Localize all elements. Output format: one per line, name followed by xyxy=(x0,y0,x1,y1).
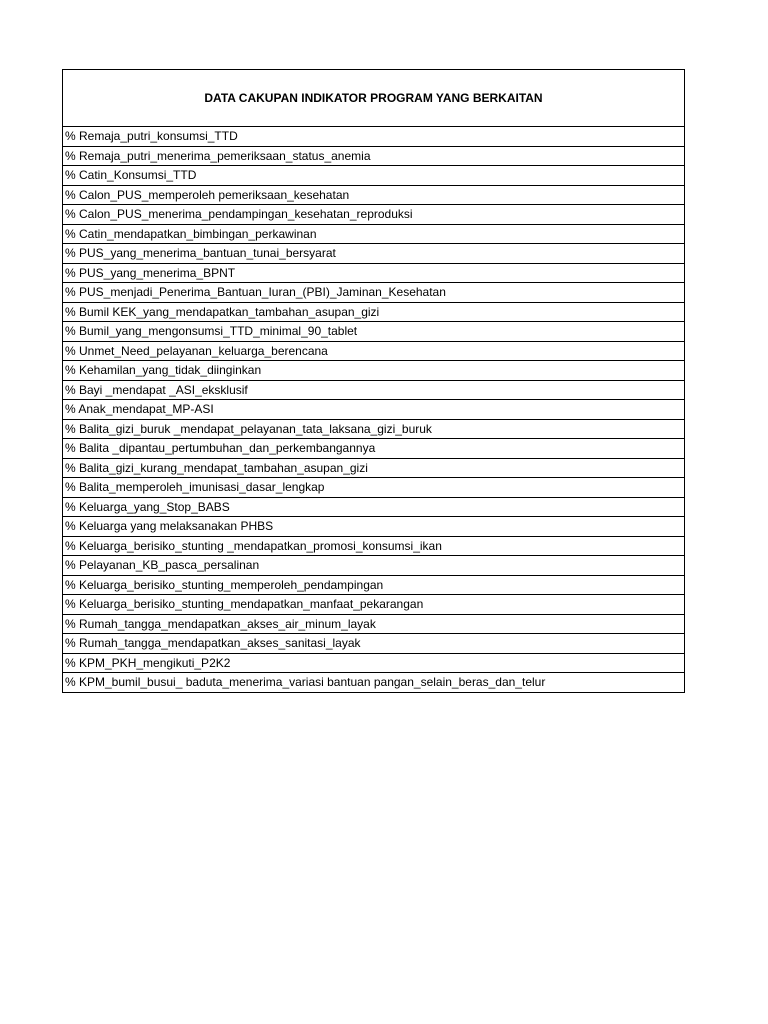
indicator-cell: % PUS_yang_menerima_BPNT xyxy=(63,263,685,283)
indicator-cell: % Bumil KEK_yang_mendapatkan_tambahan_asupan_gizi xyxy=(63,302,685,322)
table-row xyxy=(63,224,685,244)
indicator-cell: % Balita_gizi_kurang_mendapat_tambahan_asupan_gizi xyxy=(63,458,685,478)
table-row xyxy=(63,341,685,361)
table-row xyxy=(63,400,685,420)
indicator-cell: % Bumil_yang_mengonsumsi_TTD_minimal_90_tablet xyxy=(63,322,685,342)
indicator-cell: % Calon_PUS_memperoleh pemeriksaan_kesehatan xyxy=(63,185,685,205)
indicator-cell: % Keluarga_berisiko_stunting_mendapatkan_manfaat_pekarangan xyxy=(63,595,685,615)
table-row xyxy=(63,263,685,283)
indicator-cell: % Keluarga_yang_Stop_BABS xyxy=(63,497,685,517)
table-row xyxy=(63,478,685,498)
table-row xyxy=(63,556,685,576)
indicator-cell: % KPM_PKH_mengikuti_P2K2 xyxy=(63,653,685,673)
indicator-table xyxy=(62,69,685,693)
table-row xyxy=(63,361,685,381)
table-row xyxy=(63,419,685,439)
table-row xyxy=(63,146,685,166)
indicator-cell: % Keluarga_berisiko_stunting _mendapatkan_promosi_konsumsi_ikan xyxy=(63,536,685,556)
table-row xyxy=(63,185,685,205)
indicator-cell: % Rumah_tangga_mendapatkan_akses_sanitasi_layak xyxy=(63,634,685,654)
table-title-row xyxy=(63,70,685,127)
indicator-cell: % Keluarga_berisiko_stunting_memperoleh_pendampingan xyxy=(63,575,685,595)
indicator-cell: % Remaja_putri_menerima_pemeriksaan_status_anemia xyxy=(63,146,685,166)
table-row xyxy=(63,673,685,693)
indicator-cell: % PUS_yang_menerima_bantuan_tunai_bersyarat xyxy=(63,244,685,264)
table-row xyxy=(63,458,685,478)
indicator-cell: % KPM_bumil_busui_ baduta_menerima_variasi bantuan pangan_selain_beras_dan_telur xyxy=(63,673,685,693)
table-row xyxy=(63,127,685,147)
table-row xyxy=(63,205,685,225)
indicator-table-body xyxy=(63,70,685,693)
indicator-cell: % Calon_PUS_menerima_pendampingan_kesehatan_reproduksi xyxy=(63,205,685,225)
table-row xyxy=(63,614,685,634)
indicator-cell: % Rumah_tangga_mendapatkan_akses_air_minum_layak xyxy=(63,614,685,634)
indicator-cell: % Kehamilan_yang_tidak_diinginkan xyxy=(63,361,685,381)
table-row xyxy=(63,497,685,517)
table-row xyxy=(63,283,685,303)
indicator-cell: % Keluarga yang melaksanakan PHBS xyxy=(63,517,685,537)
indicator-cell: % Unmet_Need_pelayanan_keluarga_berencana xyxy=(63,341,685,361)
indicator-cell: % Balita_memperoleh_imunisasi_dasar_lengkap xyxy=(63,478,685,498)
table-row xyxy=(63,166,685,186)
table-row xyxy=(63,595,685,615)
table-row xyxy=(63,536,685,556)
table-row xyxy=(63,380,685,400)
indicator-cell: % Balita _dipantau_pertumbuhan_dan_perkembangannya xyxy=(63,439,685,459)
table-row xyxy=(63,322,685,342)
indicator-cell: % Balita_gizi_buruk _mendapat_pelayanan_tata_laksana_gizi_buruk xyxy=(63,419,685,439)
indicator-cell: % Catin_mendapatkan_bimbingan_perkawinan xyxy=(63,224,685,244)
table-row xyxy=(63,575,685,595)
indicator-cell: % Remaja_putri_konsumsi_TTD xyxy=(63,127,685,147)
table-row xyxy=(63,302,685,322)
table-row xyxy=(63,653,685,673)
table-title: DATA CAKUPAN INDIKATOR PROGRAM YANG BERKAITAN xyxy=(63,70,685,127)
table-row xyxy=(63,439,685,459)
indicator-cell: % Bayi _mendapat _ASI_eksklusif xyxy=(63,380,685,400)
indicator-cell: % PUS_menjadi_Penerima_Bantuan_Iuran_(PBI)_Jaminan_Kesehatan xyxy=(63,283,685,303)
indicator-cell: % Catin_Konsumsi_TTD xyxy=(63,166,685,186)
table-row xyxy=(63,517,685,537)
table-row xyxy=(63,634,685,654)
indicator-cell: % Anak_mendapat_MP-ASI xyxy=(63,400,685,420)
table-row xyxy=(63,244,685,264)
indicator-cell: % Pelayanan_KB_pasca_persalinan xyxy=(63,556,685,576)
